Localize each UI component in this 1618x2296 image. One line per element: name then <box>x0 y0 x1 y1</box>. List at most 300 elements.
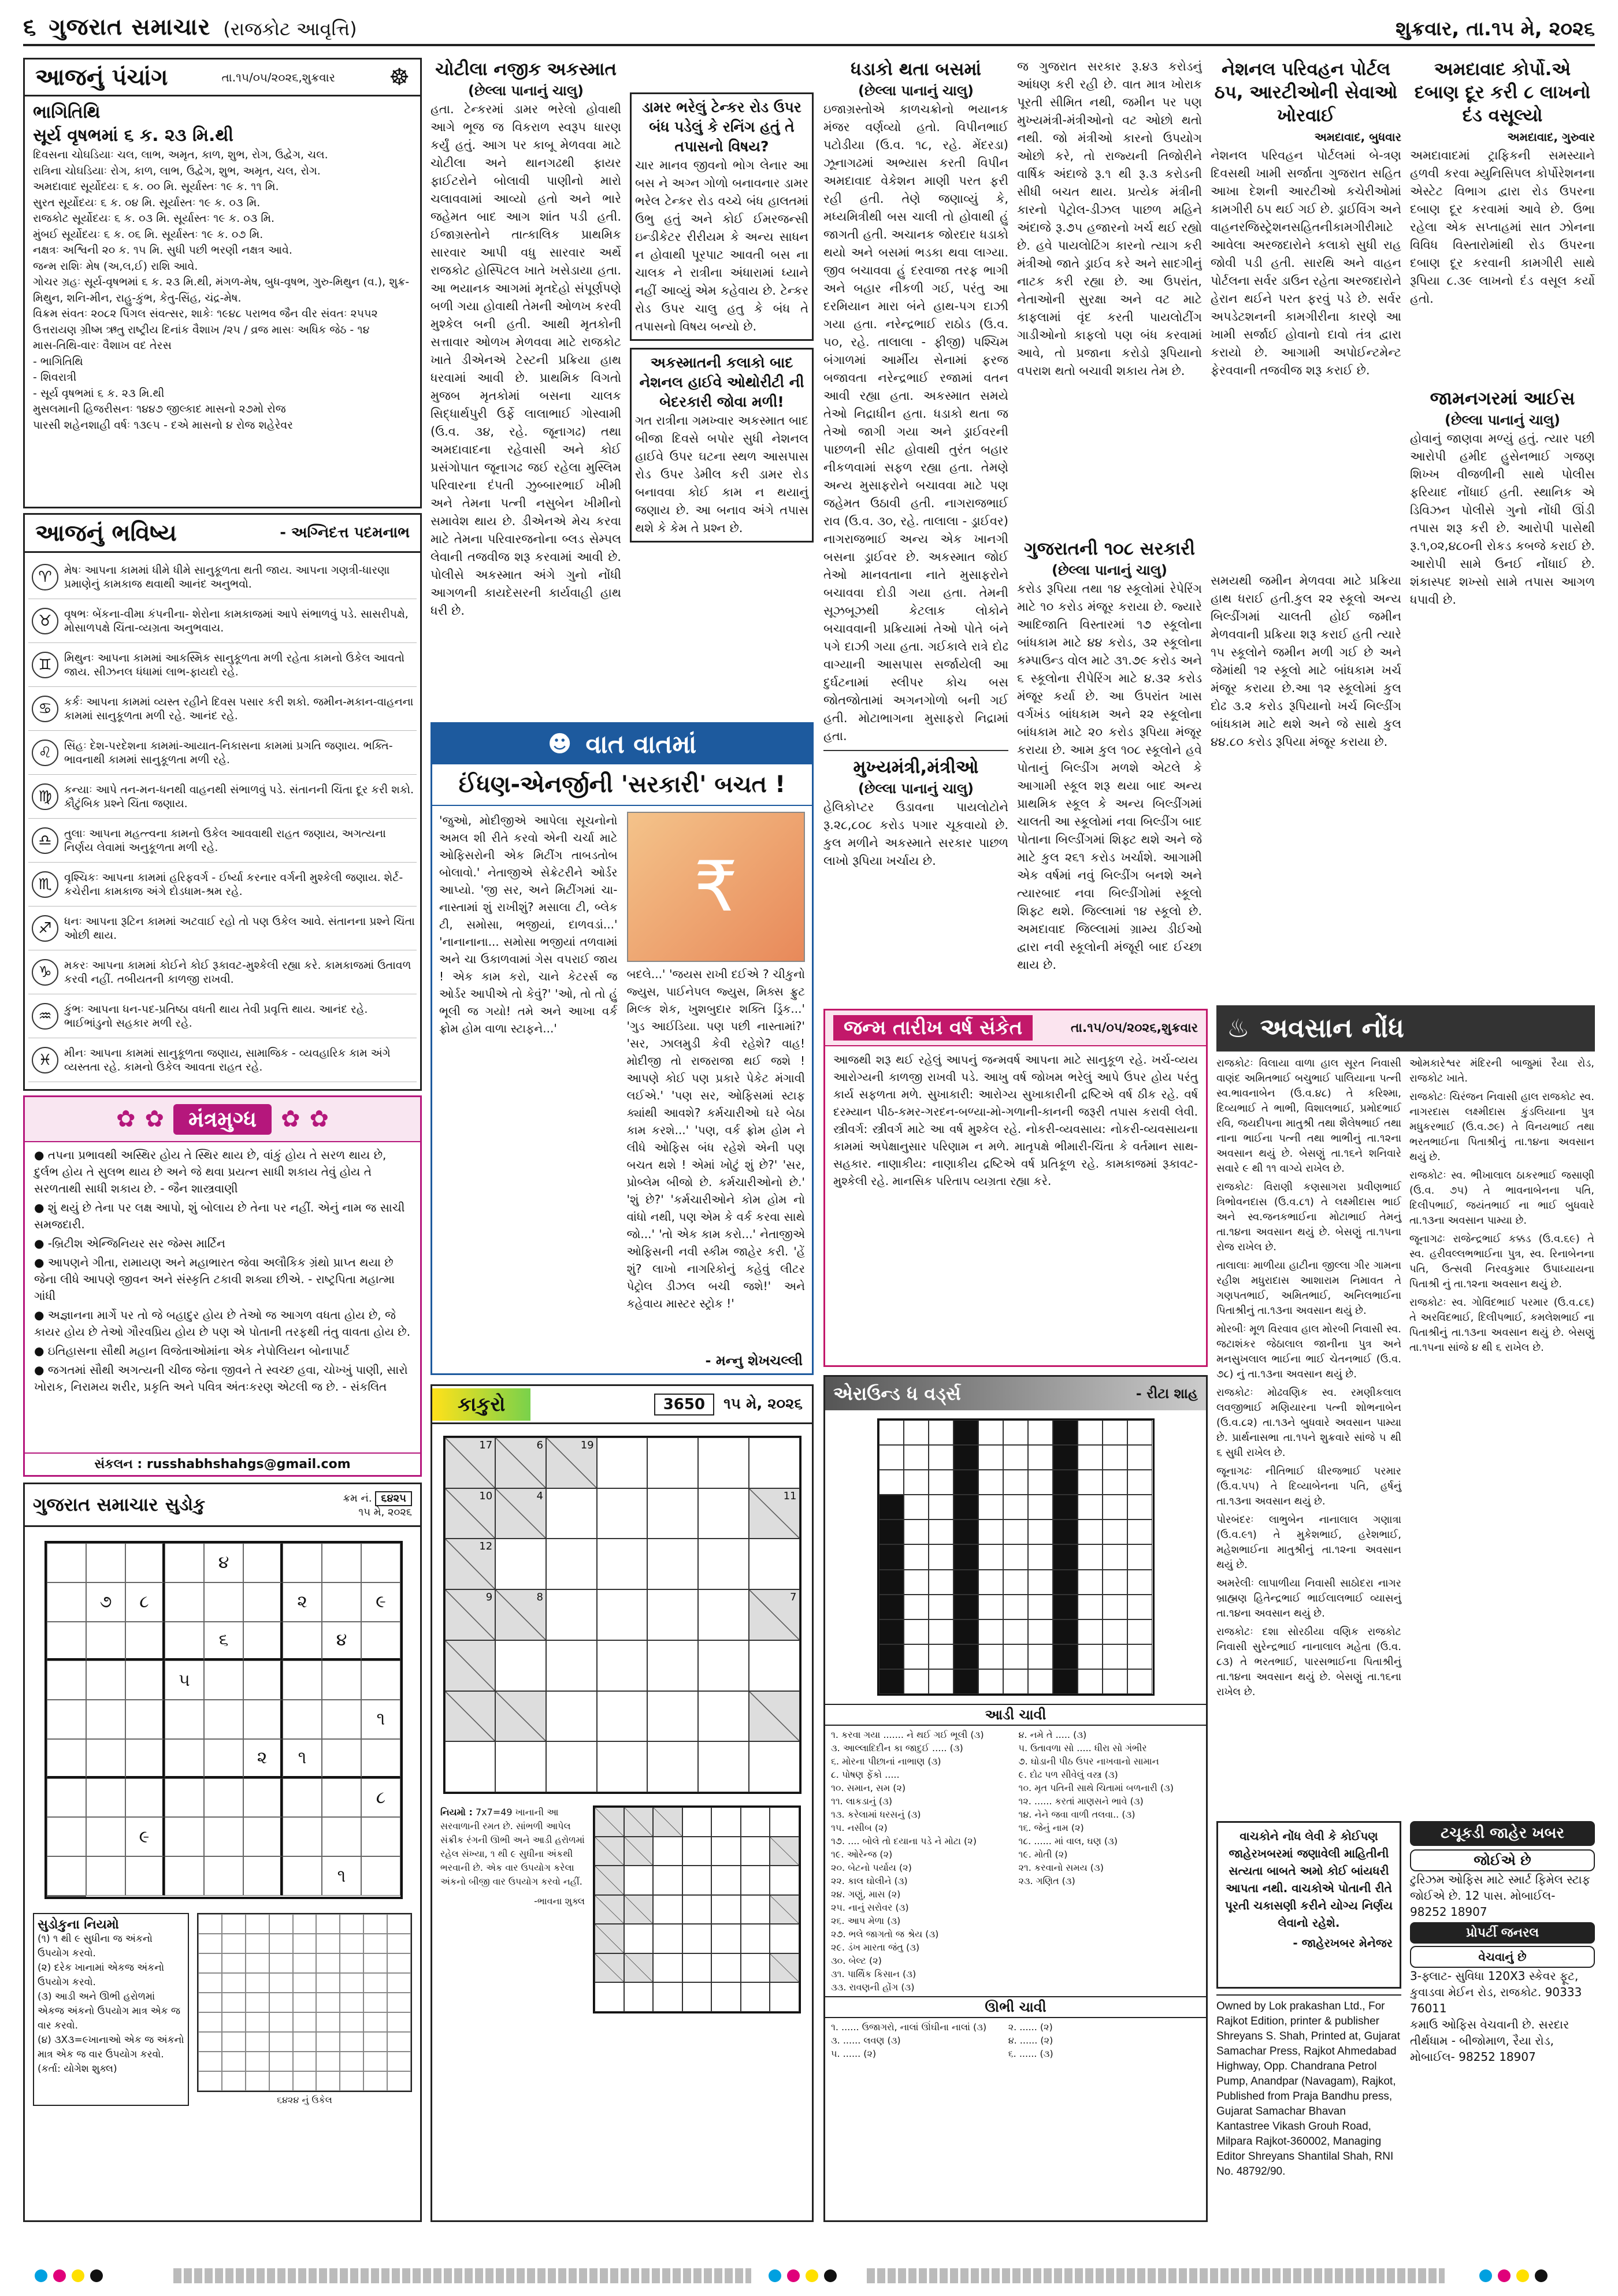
sudoku-cell[interactable] <box>283 1817 322 1856</box>
crossword-cell[interactable] <box>929 1519 953 1544</box>
kakuro-cell[interactable] <box>749 1539 800 1589</box>
solution-cell <box>222 1973 246 1993</box>
crossword-cell[interactable] <box>879 1495 904 1519</box>
sudoku-grid[interactable] <box>44 1541 403 1899</box>
solution-cell <box>653 1982 682 2012</box>
kakuro-cell[interactable] <box>495 1741 546 1792</box>
sudoku-cell[interactable] <box>322 1543 361 1582</box>
crossword-cell[interactable] <box>1028 1619 1053 1644</box>
kakuro-cell[interactable] <box>698 1437 749 1488</box>
kakuro-cell[interactable] <box>546 1437 597 1488</box>
crossword-cell[interactable] <box>1127 1544 1152 1569</box>
sudoku-cell[interactable]: ૨ <box>243 1739 283 1778</box>
sudoku-cell[interactable]: ૫ <box>165 1660 204 1700</box>
kakuro-cell[interactable] <box>495 1539 546 1589</box>
sudoku-cell[interactable] <box>204 1700 243 1739</box>
crossword-cell[interactable] <box>1003 1570 1028 1595</box>
sudoku-cell[interactable]: ૭ <box>86 1582 125 1622</box>
crossword-cell[interactable] <box>904 1570 929 1595</box>
kakuro-cell[interactable] <box>698 1741 749 1792</box>
sudoku-cell[interactable] <box>165 1778 204 1818</box>
sudoku-cell[interactable] <box>204 1856 243 1896</box>
rto-dateline: અમદાવાદ, બુધવાર <box>1314 130 1401 144</box>
kakuro-cell[interactable] <box>445 1640 496 1691</box>
horoscope-text: કર્કઃ આપના કામમાં વ્યસ્ત રહીને દિવસ પસાર કરી શકો. જમીન-મકાન-વાહનના કામમાં સાનુકૂળતા મળી રહે. આનંદ રહે. <box>64 695 414 722</box>
crossword-cell[interactable] <box>1103 1619 1127 1644</box>
sudoku-cell[interactable] <box>283 1778 322 1818</box>
crossword-cell[interactable] <box>1127 1495 1152 1519</box>
crossword-cell[interactable] <box>1127 1445 1152 1470</box>
crossword-cell[interactable] <box>978 1595 1003 1619</box>
crossword-cell[interactable] <box>879 1544 904 1569</box>
crossword-cell[interactable] <box>978 1519 1003 1544</box>
kakuro-cell[interactable] <box>546 1691 597 1742</box>
obituary-item: પોરબંદરઃ લાભુબેન નાનાલાલ ગણાત્રા (ઉ.વ.૯૧) તે મુકેશભાઈ, હરેશભાઈ, મહેશભાઈના માતુશ્રીનું તા.૧૨ના અવસાન થયું છે. <box>1216 1514 1401 1571</box>
crossword-cell[interactable] <box>1103 1544 1127 1569</box>
solution-cell <box>222 2052 246 2071</box>
crossword-cell[interactable] <box>978 1644 1003 1669</box>
sudoku-cell[interactable] <box>165 1700 204 1739</box>
crossword-cell[interactable] <box>1127 1619 1152 1644</box>
cartoon-illustration: ₹ <box>627 812 806 962</box>
sudoku-cell[interactable] <box>283 1660 322 1700</box>
rto-body: નેશનલ પરિવહન પોર્ટલમાં બે-ત્રણ દિવસથી ખામી સર્જાતા ગુજરાત સહિત આખા દેશની આરટીઓ કચેરીઓમાં કામગીરી ઠપ થઈ ગઈ છે. ડ્રાઈવિંગ અને વાહનરજિસ્ટ્રેશનસહિતનીકામગીરીમાટે આવેલા અરજદારોને કલાકો સુધી રાહ જોવી પડી હતી. સારથિ અને વાહન પોર્ટલના સર્વર ડાઉન રહેતા અરજદારોને હેરાન થઈને પરત ફરવું પડે છે. સર્વર અપડેટશનની કામગીરીના કારણે આ ખામી સર્જાઈ હોવાનો દાવો તંત્ર દ્વારા કરાયો છે. આગામી અપોઈન્ટમેન્ટ ફેરવવાની તજવીજ શરૂ કરાઈ છે. <box>1211 148 1401 377</box>
sudoku-cell[interactable] <box>283 1700 322 1739</box>
kakuro-cell[interactable] <box>546 1488 597 1539</box>
crossword-cell[interactable] <box>904 1519 929 1544</box>
sudoku-cell[interactable] <box>165 1543 204 1582</box>
horoscope-row <box>28 906 417 950</box>
crossword-cell[interactable] <box>1127 1570 1152 1595</box>
solution-cell <box>198 2071 222 2091</box>
kakuro-cell[interactable] <box>546 1589 597 1640</box>
kakuro-cell[interactable] <box>647 1640 698 1691</box>
sudoku-cell[interactable] <box>243 1622 283 1661</box>
sudoku-cell[interactable] <box>47 1817 86 1856</box>
crossword-cell[interactable] <box>929 1570 953 1595</box>
crossword-cell[interactable] <box>879 1595 904 1619</box>
crossword-cell[interactable] <box>1003 1595 1028 1619</box>
crossword-cell[interactable] <box>1103 1470 1127 1495</box>
sudoku-cell[interactable] <box>125 1739 165 1778</box>
sudoku-cell[interactable] <box>86 1817 125 1856</box>
zodiac-icon: ♊ <box>32 652 58 678</box>
crossword-cell[interactable] <box>929 1544 953 1569</box>
sudoku-cell[interactable]: ૬ <box>204 1622 243 1661</box>
ubhi-title: ઊભી ચાવી <box>825 1996 1206 2018</box>
crossword-cell[interactable] <box>929 1470 953 1495</box>
sudoku-cell[interactable]: ૧ <box>283 1739 322 1778</box>
solution-cell <box>316 2012 340 2032</box>
kakuro-cell[interactable] <box>647 1488 698 1539</box>
kakuro-cell[interactable] <box>597 1640 648 1691</box>
kakuro-cell[interactable] <box>647 1539 698 1589</box>
sudoku-cell[interactable] <box>283 1622 322 1661</box>
crossword-cell[interactable] <box>1053 1470 1078 1495</box>
crossword-cell[interactable] <box>879 1445 904 1470</box>
crossword-cell[interactable] <box>904 1544 929 1569</box>
sudoku-cell[interactable] <box>125 1543 165 1582</box>
sudoku-cell[interactable] <box>361 1543 400 1582</box>
crossword-cell[interactable] <box>904 1445 929 1470</box>
school-body-right: સમયથી જમીન મેળવવા માટે પ્રક્રિયા હાથ ધરાઈ હતી.કુલ ૨૨ સ્કૂલો અન્ય બિલ્ડીંગમાં ચાલતી હોઈ જમીન મેળવવાની પ્રક્રિયા શરૂ કરાઈ હતી ત્યારે ૧૫ સ્કૂલોને જમીન મળી ગઈ છે અને જેમાંથી ૧૨ સ્કૂલો માટે બાંધકામ ખર્ચ મંજૂર કરાયા છે.આ ૧૨ સ્કૂલોમાં કુલ દોઢ ૩.૨ કરોડ રૂપિયાનો ખર્ચ બિલ્ડીંગ બાંધકામ માટે થશે અને જે સાથે કુલ ૪૪.૮૦ કરોડ રૂપિયા મંજૂર કરાયા છે. <box>1211 574 1401 749</box>
sudoku-cell[interactable] <box>283 1543 322 1582</box>
crossword-cell[interactable] <box>1078 1669 1103 1694</box>
crossword-cell[interactable] <box>953 1669 978 1694</box>
crossword-cell[interactable] <box>929 1445 953 1470</box>
kakuro-cell[interactable] <box>546 1539 597 1589</box>
obituary-list-left <box>1216 1056 1401 1703</box>
crossword-cell[interactable] <box>978 1544 1003 1569</box>
sudoku-cell[interactable] <box>165 1582 204 1622</box>
sudoku-cell[interactable] <box>243 1856 283 1896</box>
crossword-cell[interactable] <box>1103 1570 1127 1595</box>
sudoku-cell[interactable] <box>47 1622 86 1661</box>
across-clue: ૨૪. ગણું, માસ (૨) <box>831 1889 901 1900</box>
sudoku-cell[interactable] <box>86 1660 125 1700</box>
sudoku-cell[interactable] <box>86 1622 125 1661</box>
sudoku-cell[interactable] <box>204 1582 243 1622</box>
sudoku-cell[interactable] <box>322 1739 361 1778</box>
crossword-cell[interactable] <box>978 1420 1003 1445</box>
kakuro-cell[interactable] <box>749 1589 800 1640</box>
sudoku-cell[interactable] <box>243 1817 283 1856</box>
sudoku-cell[interactable]: ૮ <box>361 1778 400 1818</box>
crossword-cell[interactable] <box>879 1420 904 1445</box>
crossword-cell[interactable] <box>879 1644 904 1669</box>
sudoku-cell[interactable] <box>47 1739 86 1778</box>
mantra-quotes <box>25 1142 420 1402</box>
crossword-cell[interactable] <box>1053 1595 1078 1619</box>
crossword-cell[interactable] <box>1053 1445 1078 1470</box>
kakuro-cell[interactable] <box>445 1488 496 1539</box>
sudoku-cell[interactable] <box>47 1896 86 1897</box>
crossword-cell[interactable] <box>1028 1470 1053 1495</box>
kakuro-cell[interactable] <box>647 1741 698 1792</box>
crossword-cell[interactable] <box>1127 1470 1152 1495</box>
sudoku-cell[interactable] <box>243 1700 283 1739</box>
crossword-cell[interactable] <box>1078 1544 1103 1569</box>
crossword-cell[interactable] <box>1003 1644 1028 1669</box>
solution-cell <box>624 1807 654 1837</box>
crossword-cell[interactable] <box>1003 1619 1028 1644</box>
crossword-cell[interactable] <box>1003 1519 1028 1544</box>
crossword-cell[interactable] <box>978 1669 1003 1694</box>
sudoku-cell[interactable] <box>165 1739 204 1778</box>
crossword-cell[interactable] <box>1078 1470 1103 1495</box>
kakuro-rules-title: નિયમો : <box>440 1807 473 1818</box>
sudoku-cell[interactable] <box>125 1622 165 1661</box>
sudoku-cell[interactable] <box>204 1817 243 1856</box>
kakuro-cell[interactable] <box>546 1640 597 1691</box>
crossword-cell[interactable] <box>953 1470 978 1495</box>
sudoku-cell[interactable] <box>165 1856 204 1896</box>
sudoku-cell[interactable] <box>243 1778 283 1818</box>
crossword-cell[interactable] <box>904 1420 929 1445</box>
sudoku-cell[interactable] <box>243 1660 283 1700</box>
kakuro-cell[interactable] <box>698 1488 749 1539</box>
sudoku-cell[interactable] <box>204 1660 243 1700</box>
kakuro-cell[interactable] <box>495 1640 546 1691</box>
sudoku-cell[interactable]: ૧ <box>322 1856 361 1896</box>
crossword-cell[interactable] <box>904 1669 929 1694</box>
sudoku-cell[interactable]: ૯ <box>125 1817 165 1856</box>
kakuro-cell[interactable] <box>445 1437 496 1488</box>
sudoku-cell[interactable] <box>165 1817 204 1856</box>
crossword-cell[interactable] <box>1103 1669 1127 1694</box>
crossword-cell[interactable] <box>879 1470 904 1495</box>
obituary-item: મોરબીઃ મૂળ વિરવાવ હાલ મોરબી નિવાસી સ્વ. જટાશંકર જેઠાલાલ જાનીના પુત્ર અને મનસુખલાલ ભાઈના ભાઈ ચેતનભાઈ (ઉ.વ. ૭૮) નું તા.૧૩ના અવસાન થયું છે. <box>1216 1323 1401 1380</box>
crossword-cell[interactable] <box>953 1644 978 1669</box>
horoscope-row <box>28 775 417 819</box>
sudoku-cell[interactable] <box>361 1817 400 1856</box>
kakuro-cell[interactable] <box>597 1437 648 1488</box>
crossword-cell[interactable] <box>1053 1570 1078 1595</box>
kakuro-cell[interactable] <box>749 1691 800 1742</box>
crossword-cell[interactable] <box>1028 1445 1053 1470</box>
kakuro-cell[interactable] <box>749 1488 800 1539</box>
sudoku-cell[interactable] <box>204 1739 243 1778</box>
crossword-cell[interactable] <box>953 1570 978 1595</box>
mantra-quote: ● તપના પ્રભાવથી અસ્થિર હોય તે સ્થિર થાય છે, વાંકું હોય તે સરળ થાય છે, દુર્લભ હોય તે સુલભ થાય છે અને જે થવા પ્રયત્ન સાધી શકાય તેવું હોય તે સરળતાથી સાધી શકાય છે. - જૈન શાસ્ત્રવાણી <box>34 1148 387 1195</box>
crossword-cell[interactable] <box>1103 1420 1127 1445</box>
crossword-cell[interactable] <box>978 1619 1003 1644</box>
crossword-cell[interactable] <box>978 1445 1003 1470</box>
kakuro-cell[interactable] <box>597 1589 648 1640</box>
horoscope-row <box>28 643 417 687</box>
crossword-cell[interactable] <box>929 1595 953 1619</box>
crossword-cell[interactable] <box>929 1619 953 1644</box>
kakuro-cell[interactable] <box>749 1437 800 1488</box>
kakuro-cell[interactable] <box>698 1539 749 1589</box>
across-clue: ૬. મોરના પીછાનાં નાભાણ (૩) <box>831 1756 941 1767</box>
kakuro-cell[interactable] <box>647 1589 698 1640</box>
solution-cell <box>222 2071 246 2091</box>
crossword-cell[interactable] <box>953 1420 978 1445</box>
crossword-cell[interactable] <box>978 1470 1003 1495</box>
crossword-cell[interactable] <box>1028 1669 1053 1694</box>
sudoku-cell[interactable] <box>47 1660 86 1700</box>
kakuro-cell[interactable] <box>495 1691 546 1742</box>
sudoku-cell[interactable] <box>322 1582 361 1622</box>
amc-headline: અમદાવાદ કોર્પો.એ દબાણ દૂર કરી ૮ લાખનો દંડ વસૂલ્યો <box>1414 59 1591 126</box>
kakuro-cell[interactable] <box>749 1741 800 1792</box>
sudoku-cell[interactable] <box>322 1778 361 1818</box>
sudoku-cell[interactable] <box>86 1739 125 1778</box>
kakuro-cell[interactable] <box>597 1488 648 1539</box>
around-title: એરાઉન્ડ ધ વર્ડ્સ <box>833 1382 961 1405</box>
crossword-cell[interactable] <box>1127 1519 1152 1544</box>
kakuro-cell[interactable] <box>546 1741 597 1792</box>
horoscope-row <box>28 950 417 994</box>
kakuro-cell[interactable] <box>445 1691 496 1742</box>
kakuro-cell[interactable] <box>597 1539 648 1589</box>
crossword-cell[interactable] <box>1053 1644 1078 1669</box>
sudoku-cell[interactable]: ૮ <box>125 1582 165 1622</box>
sudoku-cell[interactable] <box>47 1778 86 1818</box>
kakuro-cell[interactable] <box>445 1741 496 1792</box>
sudoku-cell[interactable] <box>47 1700 86 1739</box>
sudoku-cell[interactable] <box>125 1660 165 1700</box>
crossword-cell[interactable] <box>1127 1595 1152 1619</box>
sudoku-cell[interactable] <box>243 1543 283 1582</box>
crossword-cell[interactable] <box>1053 1519 1078 1544</box>
tithi-label: ભાગિતિથિ <box>33 102 101 122</box>
crossword-cell[interactable] <box>1028 1495 1053 1519</box>
amc-body: અમદાવાદમાં ટ્રાફિકની સમસ્યાને હળવી કરવા મ્યુનિસિપલ કોર્પોરેશનના એસ્ટેટ વિભાગ દ્વારા રોડ ઉપરના દબાણ દૂર કરવામાં આવે છે. ઉભા રહેલા એક સપ્તાહમાં સાત ઝોનના વિવિધ વિસ્તારોમાંથી રોડ ઉપરના દબાણ દૂર કરવાની કામગીરી સાથે રૂપિયા ૮.૩૯ લાખનો દંડ વસૂલ કર્યો હતો. <box>1410 148 1595 306</box>
crossword-cell[interactable] <box>1127 1669 1152 1694</box>
sudoku-cell[interactable] <box>361 1660 400 1700</box>
crossword-cell[interactable] <box>879 1519 904 1544</box>
sudoku-cell[interactable] <box>243 1582 283 1622</box>
crossword-cell[interactable] <box>1053 1619 1078 1644</box>
crossword-cell[interactable] <box>1078 1595 1103 1619</box>
crossword-cell[interactable] <box>953 1445 978 1470</box>
sudoku-cell[interactable] <box>47 1582 86 1622</box>
kakuro-cell[interactable] <box>445 1589 496 1640</box>
sudoku-cell[interactable] <box>361 1856 400 1896</box>
crossword-cell[interactable] <box>1078 1495 1103 1519</box>
crossword-cell[interactable] <box>978 1570 1003 1595</box>
sudoku-cell[interactable]: ૨ <box>283 1582 322 1622</box>
crossword-cell[interactable] <box>904 1644 929 1669</box>
sudoku-cell[interactable]: ૯ <box>361 1582 400 1622</box>
crossword-cell[interactable] <box>904 1495 929 1519</box>
crossword-cell[interactable] <box>1053 1495 1078 1519</box>
sudoku-cell[interactable] <box>125 1856 165 1896</box>
across-clue: ૧૦. સમાન, સમ (૨) <box>831 1782 906 1793</box>
crossword-cell[interactable] <box>929 1495 953 1519</box>
crossword-cell[interactable] <box>929 1420 953 1445</box>
solution-cell <box>340 1953 363 1973</box>
obituary-item: રાજકોટઃ ચિરંજન નિવાસી હાલ રાજકોટ સ્વ. નાગરદાસ લક્ષ્મીદાસ કુંડલિયાના પુત્ર મધુકરભાઈ (ઉ.વ.૭૯) તે વિનયભાઈ તથા ભરતભાઈના પિતાશ્રીનું તા.૧૪ના અવસાન થયું છે. <box>1409 1091 1594 1163</box>
horoscope-row <box>28 863 417 906</box>
crossword-cell[interactable] <box>953 1519 978 1544</box>
page-header <box>23 12 1595 46</box>
crossword-cell[interactable] <box>1028 1570 1053 1595</box>
sudoku-cell[interactable] <box>322 1660 361 1700</box>
crossword-cell[interactable] <box>953 1544 978 1569</box>
solution-cell <box>595 1807 624 1837</box>
crossword-cell[interactable] <box>1078 1570 1103 1595</box>
kakuro-grid[interactable] <box>443 1436 801 1794</box>
crossword-cell[interactable] <box>879 1669 904 1694</box>
crossword-cell[interactable] <box>929 1669 953 1694</box>
kakuro-cell[interactable] <box>698 1691 749 1742</box>
crossword-cell[interactable] <box>1028 1519 1053 1544</box>
sudoku-cell[interactable] <box>204 1778 243 1818</box>
crossword-cell[interactable] <box>904 1470 929 1495</box>
crossword-cell[interactable] <box>1028 1644 1053 1669</box>
crossword-cell[interactable] <box>1028 1544 1053 1569</box>
crossword-cell[interactable] <box>1078 1644 1103 1669</box>
crossword-cell[interactable] <box>879 1619 904 1644</box>
crossword-cell[interactable] <box>1078 1445 1103 1470</box>
sudoku-cell[interactable]: ૪ <box>322 1622 361 1661</box>
kakuro-cell[interactable] <box>495 1589 546 1640</box>
sudoku-cell[interactable] <box>361 1739 400 1778</box>
lotus-icon: ✿ <box>144 1106 164 1132</box>
across-clue: ૩૧. પાર્થિક કિસાન (૩) <box>831 1968 916 1979</box>
crossword-cell[interactable] <box>1028 1420 1053 1445</box>
crossword-cell[interactable] <box>1003 1420 1028 1445</box>
crossword-cell[interactable] <box>1078 1619 1103 1644</box>
kakuro-cell[interactable] <box>647 1691 698 1742</box>
sudoku-date: ૧૫ મે, ૨૦૨૬ <box>358 1506 412 1518</box>
sudoku-cell[interactable] <box>322 1700 361 1739</box>
crossword-cell[interactable] <box>1103 1519 1127 1544</box>
solution-cell <box>340 2071 363 2091</box>
crossword-cell[interactable] <box>1103 1595 1127 1619</box>
kakuro-cell[interactable] <box>597 1691 648 1742</box>
kakuro-cell[interactable] <box>495 1437 546 1488</box>
crossword-cell[interactable] <box>1053 1669 1078 1694</box>
crossword-cell[interactable] <box>1103 1445 1127 1470</box>
crossword-cell[interactable] <box>1127 1420 1152 1445</box>
kakuro-cell[interactable] <box>749 1640 800 1691</box>
crossword-cell[interactable] <box>1078 1420 1103 1445</box>
obituary-item: રાજકોટઃ વિરાણી કણસાગરા પ્રવીણભાઈ ત્રિભોવનદાસ (ઉ.વ.૮૧) તે લક્ષ્મીદાસ ભાઈ અને સ્વ.જનકભાઈના મોટાભાઈ તેમનું તા.૧૪ના અવસાન થયું છે. બેસણું તા.૧૫ના રોજ રાખેલ છે. <box>1216 1181 1401 1253</box>
crossword-cell[interactable] <box>953 1619 978 1644</box>
sudoku-cell[interactable] <box>165 1622 204 1661</box>
crossword-cell[interactable] <box>1003 1445 1028 1470</box>
mantra-quote: ● આપણને ગીતા, રામાયણ અને મહાભારત જેવા અલૌકિક ગ્રંથો પ્રાપ્ત થયા છે જેના લીધે આપણે જીવન અને સંસ્કૃતિ ટકાવી શક્યા છીએ. - રાષ્ટ્રપિતા મહાત્મા ગાંધી <box>34 1255 395 1303</box>
sudoku-cell[interactable] <box>86 1778 125 1818</box>
kakuro-cell[interactable] <box>495 1488 546 1539</box>
sudoku-cell[interactable]: ૪ <box>204 1543 243 1582</box>
sudoku-cell[interactable]: ૧ <box>361 1700 400 1739</box>
jamnagar-headline: જામનગરમાં આઈસ <box>1430 388 1575 409</box>
kakuro-cell[interactable] <box>698 1589 749 1640</box>
crossword-cell[interactable] <box>904 1595 929 1619</box>
crossword-cell[interactable] <box>904 1619 929 1644</box>
sudoku-cell[interactable] <box>322 1817 361 1856</box>
kakuro-cell[interactable] <box>698 1640 749 1691</box>
kakuro-cell[interactable] <box>597 1741 648 1792</box>
crossword-cell[interactable] <box>929 1644 953 1669</box>
sudoku-cell[interactable] <box>86 1856 125 1896</box>
across-clue: ૧૯. ઓરેન્જ (૨) <box>831 1849 893 1860</box>
crossword-cell[interactable] <box>1003 1470 1028 1495</box>
crossword-cell[interactable] <box>978 1495 1003 1519</box>
crossword-cell[interactable] <box>1053 1420 1078 1445</box>
sudoku-cell[interactable] <box>283 1856 322 1896</box>
sudoku-cell[interactable] <box>361 1622 400 1661</box>
kakuro-cell[interactable] <box>647 1437 698 1488</box>
sudoku-cell[interactable] <box>86 1543 125 1582</box>
crossword-cell[interactable] <box>953 1595 978 1619</box>
crossword-cell[interactable] <box>1003 1669 1028 1694</box>
sudoku-cell[interactable] <box>47 1856 86 1896</box>
crossword-cell[interactable] <box>1003 1544 1028 1569</box>
crossword-cell[interactable] <box>1028 1595 1053 1619</box>
solution-cell <box>269 1914 293 1934</box>
crossword-cell[interactable] <box>1127 1644 1152 1669</box>
crossword-cell[interactable] <box>1103 1644 1127 1669</box>
sudoku-cell[interactable] <box>125 1778 165 1818</box>
crossword-cell[interactable] <box>1003 1495 1028 1519</box>
sudoku-cell[interactable] <box>86 1700 125 1739</box>
sudoku-cell[interactable] <box>125 1700 165 1739</box>
crossword-cell[interactable] <box>953 1495 978 1519</box>
crossword-grid[interactable] <box>877 1418 1155 1696</box>
sudoku-cell[interactable] <box>47 1543 86 1582</box>
kakuro-cell[interactable] <box>445 1539 496 1589</box>
crossword-cell[interactable] <box>1053 1544 1078 1569</box>
crossword-cell[interactable] <box>1078 1519 1103 1544</box>
crossword-cell[interactable] <box>879 1570 904 1595</box>
crossword-cell[interactable] <box>1103 1495 1127 1519</box>
